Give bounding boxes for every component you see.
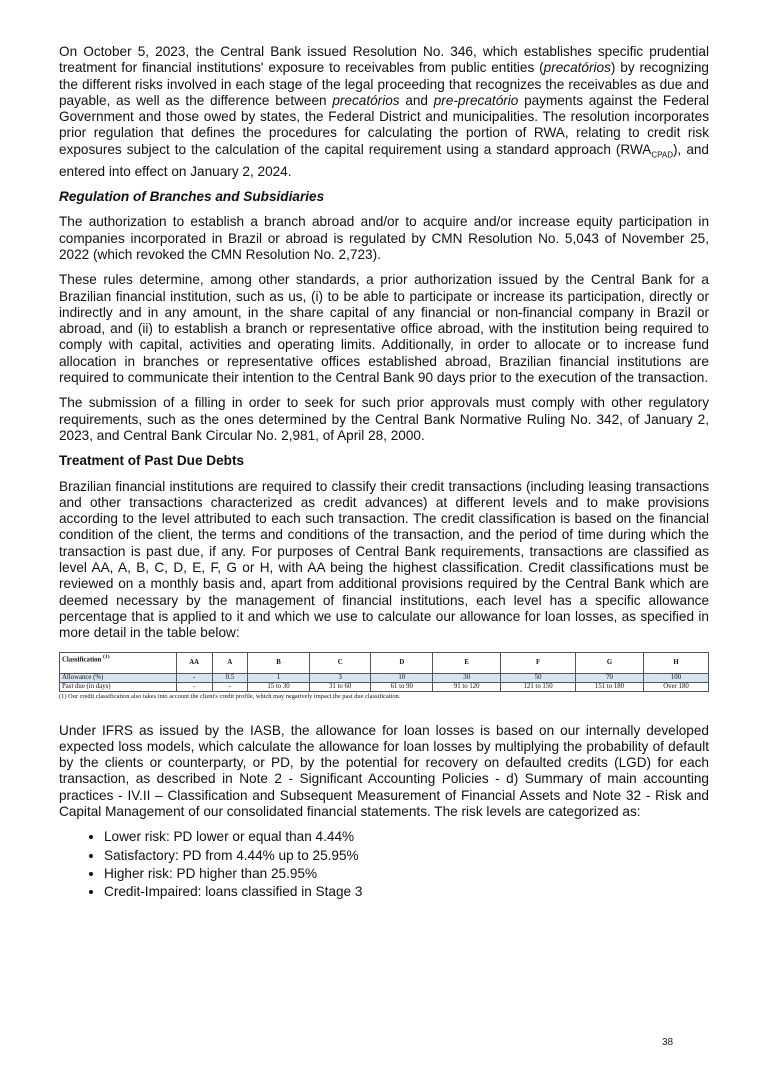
text-run: ) by recognizing the different risks involved in each stage of the legal proceeding that recognizes the receivables as due and payable, as well as the difference between	[59, 60, 709, 108]
table-cell: 91 to 120	[433, 682, 501, 691]
table-cell: -	[176, 682, 212, 691]
table-header-cell: H	[644, 652, 709, 673]
row-label: Allowance (%)	[60, 673, 177, 682]
page-number: 38	[662, 1037, 674, 1048]
text-run: ), and entered into effect on January 2, 2024.	[59, 141, 709, 179]
table-cell: Over 180	[644, 682, 709, 691]
row-label: Past due (in days)	[60, 682, 177, 691]
italic-term: precatórios	[543, 60, 611, 76]
table-cell: -	[176, 673, 212, 682]
table-cell: 61 to 90	[371, 682, 433, 691]
table-header-cell: AA	[176, 652, 212, 673]
table-header-classification	[60, 652, 177, 673]
table-cell: 121 to 150	[501, 682, 576, 691]
table-cell: 151 to 180	[575, 682, 643, 691]
heading-past-due: Treatment of Past Due Debts	[59, 453, 245, 469]
table-cell: 3	[309, 673, 371, 682]
paragraph-credit-classification: Brazilian financial institutions are required to classify their credit transactions (including leasing transactions and other transactions characterized as credit advances) at different levels and to make provisions according to the level attributed to each such transaction. The credit classification is based on the financial condition of the client, the terms and conditions of the transaction, and the period of time during which the transaction is past due, if any. For purposes of Central Bank requirements, transactions are classified as level AA, A, B, C, D, E, F, G or H, with AA being the highest classification. Credit classifications must be reviewed on a monthly basis and, apart from additional provisions required by the Central Bank which are deemed necessary by the management of financial institutions, each level has a specific allowance percentage that is applied to it and which we use to calculate our allowance for loan losses, as specified in more detail in the table below:	[59, 478, 709, 641]
paragraph-precatorios	[59, 44, 709, 180]
table-row-past-due	[60, 682, 709, 691]
table-header-cell: G	[575, 652, 643, 673]
footnote-marker: (1)	[102, 653, 110, 660]
table-cell: 15 to 30	[248, 682, 310, 691]
header-label: Classification	[62, 655, 102, 663]
list-item: • Satisfactory: PD from 4.44% up to 25.95%	[104, 848, 709, 864]
table-header-cell: E	[433, 652, 501, 673]
table-header-cell: F	[501, 652, 576, 673]
italic-term: pre-precatório	[433, 92, 519, 108]
paragraph-branch-authorization: The authorization to establish a branch abroad and/or to acquire and/or increase equity participation in companies incorporated in Brazil or abroad is regulated by CMN Resolution No. 5,043 of November 25, 2022 (which revoked the CMN Resolution No. 2,723).	[59, 214, 709, 262]
paragraph-filing-requirements: The submission of a filling in order to seek for such prior approvals must comply with other regulatory requirements, such as the ones determined by the Central Bank Normative Ruling No. 342, of January 2, 2023, and Central Bank Circular No. 2,981, of April 28, 2000.	[59, 395, 709, 443]
table-cell: 0.5	[212, 673, 248, 682]
text-run: On October 5, 2023, the Central Bank issued Resolution No. 346, which establishes specific prudential treatment for financial institutions' exposure to receivables from public entities (	[59, 44, 709, 76]
table-footnote: (1) Our credit classification also takes into account the client's credit profile, which may negatively impact the past due classification.	[59, 692, 401, 700]
classification-table-block	[59, 652, 709, 701]
table-cell: 30	[433, 673, 501, 682]
italic-term: precatórios	[332, 92, 400, 108]
text-run: and	[399, 92, 434, 108]
list-item: • Lower risk: PD lower or equal than 4.44%	[104, 829, 709, 845]
table-cell: 50	[501, 673, 576, 682]
table-cell: 31 to 60	[309, 682, 371, 691]
table-header-row	[60, 652, 709, 673]
table-cell: 1	[248, 673, 310, 682]
table-header-cell: D	[371, 652, 433, 673]
list-item: • Credit-Impaired: loans classified in Stage 3	[104, 884, 709, 900]
classification-table	[59, 652, 709, 692]
table-header-cell: A	[212, 652, 248, 673]
table-cell: 100	[644, 673, 709, 682]
list-item: • Higher risk: PD higher than 25.95%	[104, 866, 709, 882]
table-header-cell: B	[248, 652, 310, 673]
risk-level-list	[59, 829, 709, 900]
paragraph-prior-authorization: These rules determine, among other standards, a prior authorization issued by the Central Bank for a Brazilian financial institution, such as us, (i) to be able to participate or increase its participation, directly or indirectly and in any amount, in the share capital of any financial or non-financial company in Brazil or abroad, and (ii) to establish a branch or representative office abroad, with the institution being required to comply with capital, activities and operating limits. Additionally, in order to allocate or to increase fund allocation in branches or representative offices established abroad, Brazilian financial institutions are required to communicate their intention to the Central Bank 90 days prior to the execution of the transaction.	[59, 272, 709, 386]
heading-branches: Regulation of Branches and Subsidiaries	[59, 189, 325, 205]
table-cell: 70	[575, 673, 643, 682]
document-page	[59, 44, 709, 902]
table-cell: -	[212, 682, 248, 691]
text-run: payments against the Federal Government and those owed by states, the Federal District and municipalities. The resolution incorporates prior regulation that defines the procedures for calculating the portion of RWA, relating to credit risk exposures subject to the calculation of the capital requirement using a standard approach (RWA	[59, 92, 710, 157]
table-cell: 10	[371, 673, 433, 682]
table-row-allowance	[60, 673, 709, 682]
subscript: CPAD	[651, 150, 674, 160]
table-header-cell: C	[309, 652, 371, 673]
paragraph-ifrs-allowance: Under IFRS as issued by the IASB, the allowance for loan losses is based on our internally developed expected loss models, which calculate the allowance for loan losses by multiplying the probability of default by the clients or counterparty, or PD, by the potential for recovery on defaulted credits (LGD) for each transaction, as described in Note 2 - Significant Accounting Policies - d) Summary of main accounting practices - IV.II – Classification and Subsequent Measurement of Financial Assets and Note 32 - Risk and Capital Management of our consolidated financial statements. The risk levels are categorized as:	[59, 722, 709, 819]
